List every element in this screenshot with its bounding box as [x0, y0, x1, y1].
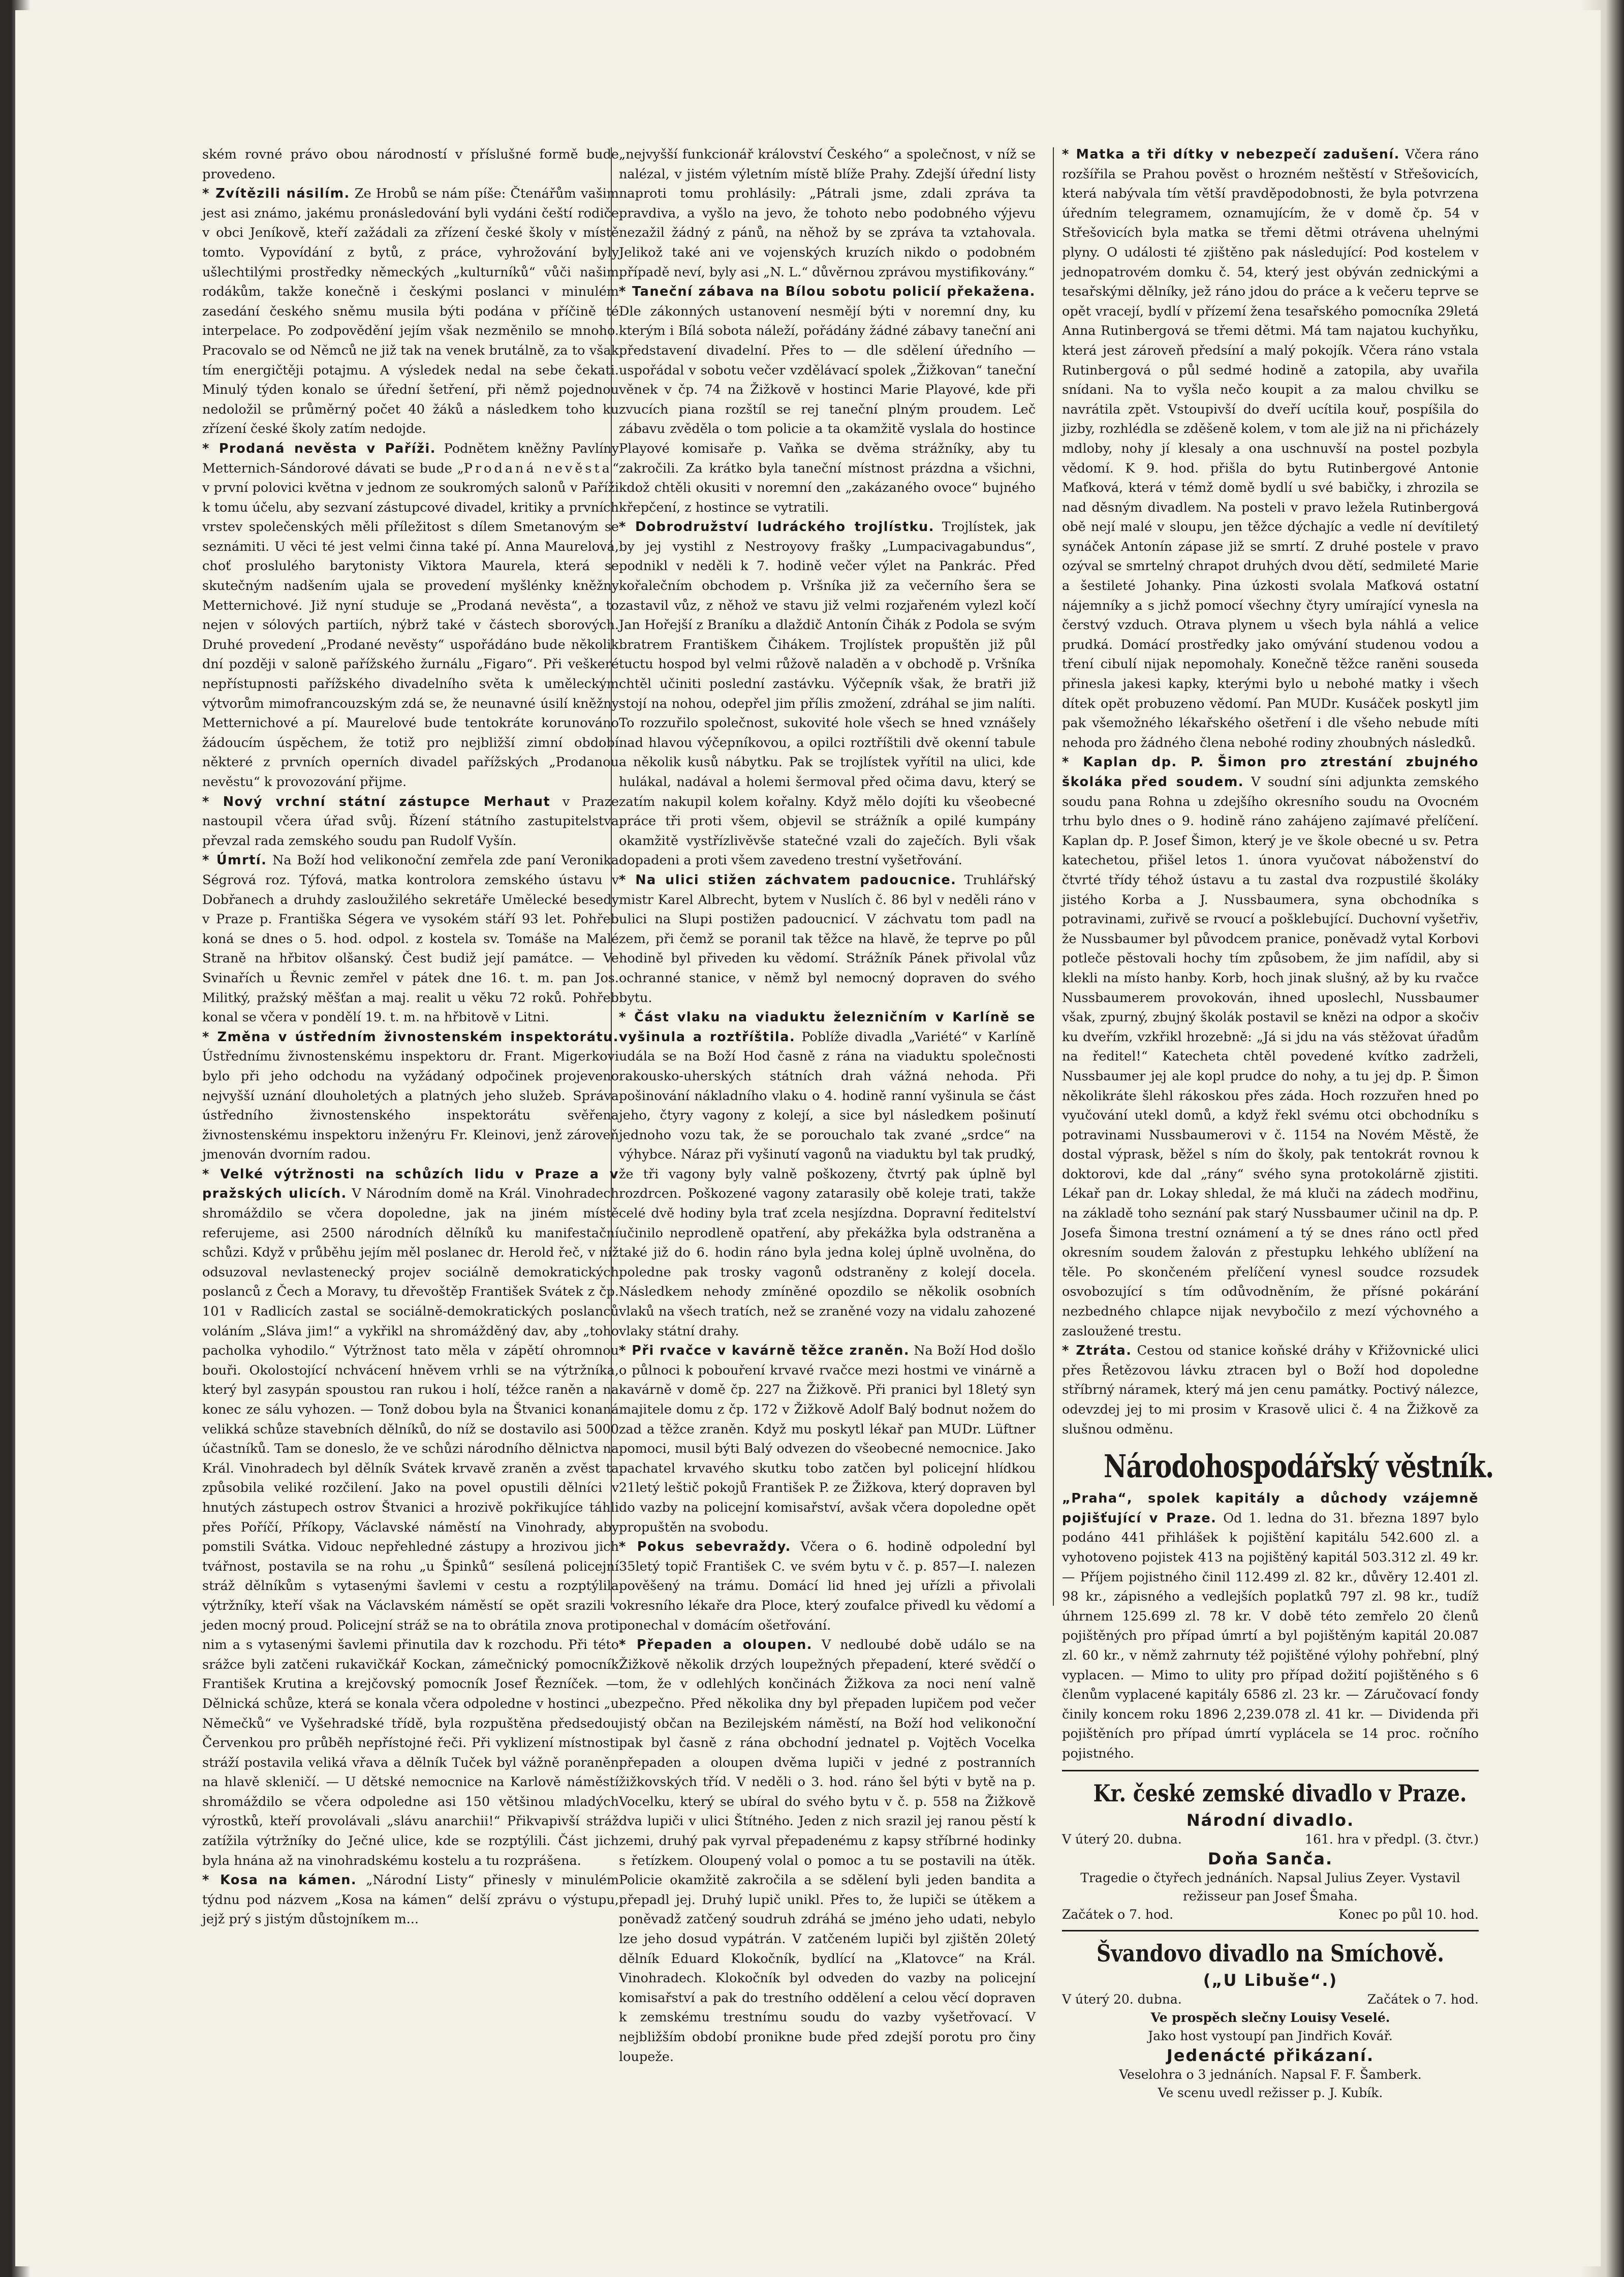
theatre-description: Veselohra o 3 jednáních. Napsal F. F. Šamberk. — [1119, 2067, 1422, 2082]
article-umrti — [202, 851, 619, 1027]
article-statni-zastupce — [202, 792, 619, 851]
theatre-play-title: Jedenácté přikázaní. — [1166, 2045, 1375, 2065]
article-body: Truhlářský mistr Karel Albrecht, bytem v Nuslích č. 86 byl v neděli ráno v ulici na Slupi postižen padoucnicí. V záchvatu tom padl na zem, při čemž se poranil tak těžce na hlavě, že teprve po půl hodině byl přiveden ku vědomí. Strážník Pánek přivolal vůz ochranné stanice, v němž byl nemocný dopraven do svého bytu. — [619, 872, 1036, 1006]
article-body: Včera ráno rozšířila se Prahou pověst o hrozném neštěstí v Střešovicích, která nabývala tím větší pravděpodobnosti, že byla potvrzena úředním telegramem, oznamujícím, že v domě čp. 54 v Střešovicích byla matka se třemi dětmi otrávena uhelnými plyny. O události té zjištěno pak následující: Pod kostelem v jednopatrovém domku č. 54, který jest obýván zednickými a tesařskými dělníky, jež ráno jdou do práce a k večeru teprve se opět vracejí, bydlí v přízemí žena tesařského pomocníka 29letá Anna Rutinbergová se třemi dětmi. Má tam najatou kuchyňku, která jest zároveň předsíní a malý pokojík. Včera ráno vstala Rutinbergová o půl sedmé hodině a zatopila, aby uvařila snídani. Na to vyšla nečo koupit a za malou chvilku se navrátila zpět. Vstoupivší do dveří ucítila kouř, pospíšila do jizby, rozhlédla se zděšeně kolem, v tom ale již na ni přicházely mdloby, nohy jí klesaly a ona uschnuvší na postel pozbyla vědomí. K 9. hod. přišla do bytu Rutinbergové Antonie Maťková, která v témž domě bydlí u své babičky, i zhrozila se nad děsným divadlem. Na posteli v pravo ležela Rutinbergová obě nejí malé v sloupu, jen těžce dýchajíc a vedle ní devítiletý synáček Antonín zápase již se smrtí. Z druhé postele v pravo ozýval se smrtelný chrapot druhých dvou dětí, sedmileté Marie a šestileté Johanky. Pina úzkosti svolala Maťková ostatní nájemníky a s jichž pomocí všechny čtyry umírající vynesla na čerstvý vzduch. Otrava plynem u všech byla náhlá a velice prudká. Domácí prostředky jako omývání studenou vodou a tření cibulí nijak nepomohaly. Konečně těžce raněni souseda přinesla jakesi kapky, kterými bylo u nebohé matky i všech dítek opět probuzeno vědomí. Pan MUDr. Kusáček poskytl jim pak všemožného lékařského ošetření i dle všeho nebude míti nehoda pro žádného člena nebohé rodiny zhoubných následků. — [1062, 147, 1479, 751]
article-headline: * Zvítězili násilím. — [202, 186, 350, 202]
article-body: V Národním domě na Král. Vinohradech shromáždilo se včera dopoledne, jak na jiném místě referujeme, asi 2500 národních dělníků ku manifestační schůzi. Když v průběhu jejím měl poslanec dr. Herold řeč, v níž odsuzoval nevlastenecký projev sociálně demokratických poslanců z Čech a Moravy, tu dřevoštěp František Svátek z čp. 101 v Radlicích zastal se sociálně-demokratických poslanců voláním „Sláva jim!“ a vykřikl na shromážděný dav, aby „toho pacholka vyhodilo.“ Výtržnost tato měla v zápětí ohromnou bouři. Okolostojící nchvácení hněvem vrhli se na výtržníka, který byl zasypán spoustou ran rukou i holí, téžce raněn a na konec ze sálu vyhozen. — Tonž dobou byla na Štvanici konaná velikká schůze stavebních dělníků, do níž se dostavilo asi 5000 účastníků. Tam se doneslo, že ve schůzi národního dělnictva na Král. Vinohradech byl dělník Svátek krvavě zraněn a zvěst ta způsobila veliké rozčilení. Jako na povel opustili dělníci v hnutých zástupech ostrov Štvanici a hrozivě pokřikujíce táhli přes Poříčí, Příkopy, Václavské náměstí na Vinohrady, aby pomstili Svátka. Vidouc nepřehledné zástupy a hrozivou jich tvářnost, postavila se na rohu „u Špinků“ sesílená policejní stráž dělníkům s vytasenými šavlemi v cestu a rozptýlila výtržníky, kteří však na Václavském náměstí se opět srazili v jeden mocný proud. Policejní stráž se na to obrátila znova proti nim a s vytasenými šavlemi přinutila dav k rozchodu. Při této srážce byli zatčeni rukavičkář Kockan, zámečnický pomocník František Krutina a krejčovský pomocník Josef Řezníček. — Dělnická schůze, která se konala včera odpoledne v hostinci „u Němečků“ ve Vyšehradské třídě, byla rozpuštěna předsedou Červenkou pro průběh nepřístojné řeči. Při vyklizení místnosti stráží postavila veliká vřava a dělník Tuček byl vážně poraněn na hlavě skleničí. — U dětské nemocnice na Karlově náměstí shromáždilo se včera odpoledne asi 150 většinou mladých výrostků, kteří provolávali „slávu anarchii!“ Přikvapivší stráž zatížila výtržníky do Ječné ulice, kde se rozptýlili. Část jich byla hnána až na vinohradskému kostelu a tu rozprášena. — [202, 1186, 619, 1868]
article-sebevrazda — [619, 1537, 1036, 1635]
article-body: Trojlístek, jak by jej vystihl z Nestroyovy frašky „Lumpacivagabundus“, podnikl v neděli k 7. hodině večer výlet na Pankrác. Před kořalečním obchodem p. Vršníka již za večerního šera se zastavil vůz, z něhož ve stavu již velmi rozjařeném vylezl kočí Jan Hořejší z Braníku a dlaždič Antonín Čihák z Podola se svým bratrem Františkem Čihákem. Trojlístek propuštěn již půl tuctu hospod byl velmi růžově naladěn a v obchodě p. Vršníka chtěl učiniti poslední zastávku. Výčepník však, že bratři již stojí na nohou, odepřel jim přílis zmožení, zdráhal se jim nalíti. To rozzuřilo společnost, sukovité hole všech se hned vznášely nad hlavou výčepníkovou, a opilci roztříštili dvě okenní tabule a několik kusů nábytku. Pak se trojlístek vyřítil na ulici, kde hulákal, nadával a holemi šermoval před očima davu, který se zatím nakupil kolem kořalny. Když mělo dojíti ku všeobecné práce tři proti všem, objevil se strážník a opilé kumpány okamžitě vystřízlivěvše statečné vzali do zaječích. Byli však dopadeni a proti všem zavedeno trestní vyšetřování. — [619, 519, 1036, 868]
divider — [1062, 1770, 1479, 1771]
theatre-date: V úterý 20. dubna. — [1062, 1831, 1182, 1847]
article-headline: * Pokus sebevraždy. — [619, 1539, 791, 1555]
theatre-start: Začátek o 7. hod. — [1062, 1907, 1174, 1922]
article-body: Poblíže divadla „Variété“ v Karlíně udála se na Boží Hod časně z rána na viaduktu společnosti rakousko-uherských státních drah vážná nehoda. Při pošinování nákladního vlaku o 4. hodině ranní vyšinula se část jeho, čtyry vagony z kolejí, a sice byl následkem pošinutí jednoho vozu tak, že se porouchalo tak zvané „srdce“ na výhybce. Náraz při vyšinutí vagonů na viaduktu byl tak prudký, že tři vagony byly valně poškozeny, čtvrtý pak úplně byl rozdrcen. Poškozené vagony zatarasily obě koleje trati, takže celé dvě hodiny byla trať zcela nesjízdna. Dopravní ředitelství učinilo neprodleně opatření, aby překážka byla odstraněna a také již do 6. hodin ráno byla jedna kolej úplně uvolněna, do poledne pak trosky vagonů odstraněny z kolejí docela. Následkem nehody zmíněné opozdilo se několik osobních vlaků na všech tratích, než se zraněné vozy na vidalu zahozené vlaky státní drahy. — [619, 1029, 1036, 1339]
theatre-date: V úterý 20. dubna. — [1062, 1991, 1182, 2007]
article-kaplan — [1062, 753, 1479, 1341]
theatre-date-row — [1062, 1990, 1479, 2009]
article-headline: * Při rvačce v kavárně těžce zraněn. — [619, 1343, 910, 1359]
article-zvitezili-nasilim — [202, 184, 619, 439]
theatre-title: Švandovo divadlo na Smíchově. — [1096, 1939, 1445, 1967]
article-body-spaced: Prodaná nevěsta — [463, 460, 612, 476]
theatre-title: Kr. české zemské divadlo v Praze. — [1093, 1779, 1467, 1807]
article-ztrata — [1062, 1341, 1479, 1439]
theatre-description: Tragedie o čtyřech jednáních. Napsal Julius Zeyer. Vystavil režisseur pan Josef Šmaha. — [1080, 1870, 1460, 1904]
article-body: Včera o 6. hodině odpolední byl 35letý topič František C. ve svém bytu v č. p. 857—I. nalezen pověšený na trámu. Domácí lid hned jej uřízli a přivolali okresního lékaře dra Ploce, který zoufalce přivedl ku vědomí a ponechal v domácím ošetřování. — [619, 1539, 1036, 1633]
article-tanecni-zabava — [619, 282, 1036, 517]
article-body: Ústřednímu živnostenskému inspektoru dr. Frant. Migerkovi bylo při jeho odchodu na vyžádaný odpočinek projeveno nejvyšší uznání dlouholetých a platných jeho služeb. Správa ústředního živnostenského inspektorátu svěřena živnostenskému inspektoru inženýru Fr. Kleinovi, jenž zároveň jmenován dvorním radou. — [202, 1049, 619, 1163]
article-body: Na Boží Hod došlo o půlnoci k pobouření krvavé rvačce mezi hostmi ve vinárně a kavárně v domě čp. 227 na Žižkově. Při pranici byl 18letý syn majitele domu z čp. 172 v Žižkově Adolf Balý bodnut nožem do zad a těžce zraněn. Když mu poskytl lékař pan MUDr. Lüftner pomoci, musil býti Balý odvezen do všeobecné nemocnice. Jako pachatel krvavého skutku tobo zatčen byl policejní hlídkou 21letý leštič pokojů František P. ze Žižkova, který dopraven byl do vazby na policejní komisařství, avšak včera dopoledne opět propuštěn na svobodu. — [619, 1343, 1036, 1535]
theatre-play-title: Doňa Sanča. — [1207, 1849, 1333, 1868]
article-headline: * Úmrtí. — [202, 853, 267, 868]
theatre-subtitle: („U Libuše“.) — [1203, 1970, 1338, 1990]
article-headline: * Velké výtržnosti na schůzích lidu v Praze a v pražských ulicích. — [202, 1166, 619, 1202]
divider — [1062, 1930, 1479, 1931]
article-body: „Národní Listy“ přinesly v minulém týdnu pod názvem „Kosa na kámen“ delší zprávu o výstupu, jejž prý s jistým důstojníkem m... — [202, 1873, 619, 1927]
article-body: “ v první polovici května v jednom ze soukromých salonů v Paříži k tomu účelu, aby sezvaní zástupcové divadel, kritiky a prvních vrstev společenských měli příležitost s dílem Smetanovým se seznámiti. U věci té jest velmi činna také pí. Anna Maurelová, choť proslulého barytonisty Viktora Maurela, která se skutečným nadšením ujala se provedení myšlénky kněžny Metternichové. Již nyní studuje se „Prodaná nevěsta“, a to nejen v sólových partiích, nýbrž také v částech sborových. Druhé provedení „Prodané nevěsty“ uspořádáno bude několik dní později v saloně pařížského žurnálu „Figaro“. Při veškeré nepřístupnosti pařížského divadelního světa k uměleckým výtvorům mimofrancouzským zdá se, že neunavné úsilí kněžny Metternichové a pí. Maurelové bude tentokráte korunováno žádoucím úspěchem, že totiž pro nejbližší zimní období některé z prvních operních divadel pařížských „Prodanou nevěstu“ k provozování přijme. — [202, 460, 619, 790]
article-viadukt — [619, 1008, 1036, 1341]
article-body: v Praze nastoupil včera úřad svůj. Řízení státního zastupitelstva převzal rada zemského soudu pan Rudolf Vyšín. — [202, 794, 619, 849]
article-matka-a-detky — [1062, 145, 1479, 753]
section-title-economy: Národohospodářský věstník. — [1104, 1448, 1494, 1485]
article-body: Od 1. ledna do 31. března 1897 bylo podáno 441 přihlášek k pojištění kapitálu 542.600 zl. a vyhotoveno pojistek 413 na pojištěný kapitál 503.312 zl. 49 kr. — Příjem pojistného činil 112.499 zl. 82 kr., důvěry 12.401 zl. 98 kr., zápisného a vedlejších poplatků 797 zl. 98 kr., tudíž úhrnem 125.699 zl. 78 kr. V době této zemřelo 20 členů pojištěných pro případ úmrtí a byl pojištěným kapitál 20.087 zl. 60 kr., v němž zahrnuty též pojištěné výlohy pohřební, plný vyplacen. — Mimo to ulity pro případ dožití pojištěného s 6 členům vyplacené kapitály 6586 zl. 23 kr. — Záručovací fondy činily koncem roku 1896 2,239.078 zl. 41 kr. — Dividenda při pojištěních pro případ úmrtí vyplácela se 14 proc. ročního pojistného. — [1062, 1510, 1479, 1761]
article-headline: * Kaplan dp. P. Šimon pro ztrestání zbujného školáka před soudem. — [1062, 755, 1479, 790]
paragraph: ském rovné právo obou národností v příslušné formě bude provedeno. — [202, 147, 619, 182]
article-headline: * Kosa na kámen. — [202, 1873, 357, 1888]
article-body: Ze Hrobů se nám píše: Čtenářům vašim jest asi známo, jakému pronásledování byli vydáni čeští rodiče v obci Jeníkově, kteří zažádali za zřízení české školy v místě tomto. Vypovídání z bytů, z práce, vyhrožování byly ušlechtilými prostředky německých „kulturníků“ vůči našim rodákům, takže konečně i českými poslanci v minulém zasedání českého sněmu musila býti podána v příčině té interpelace. Po zodpovědění jejím však nezměnilo se mnoho. Pracovalo se od Němců ne již tak na venek brutálně, za to však tím energičtěji potajmu. A výsledek nedal na sebe čekati. Minulý týden konalo se úřední šetření, při němž pojednou nedoložil se průměrný počet 40 žáků a následkem toho ku zřízení české školy zatím nedojde. — [202, 186, 619, 437]
article-headline: * Dobrodružství ludráckého trojlístku. — [619, 519, 934, 535]
paragraph: „nejvyšší funkcionář království Českého“ a společnost, v níž se nalézal, v jistém výletním místě blíže Prahy. Zdejší úřední listy naproti tomu prohlásily: „Pátrali jsme, zdali zpráva ta pravdiva, a vyšlo na jevo, že tohoto nebo podobného výjevu nezažil žádný z pánů, na něhož by se zpráva ta vztahovala. Jelikož také ani ve vojenských kruzích nikdo o podobném případě neví, byly asi „N. L.“ důvěrnou zprávou mystifikovány.“ — [619, 147, 1036, 280]
article-praha-pojisteni — [1062, 1489, 1479, 1763]
article-headline: * Přepaden a oloupen. — [619, 1637, 813, 1653]
theatre-direction: Ve scenu uvedl režisser p. J. Kubík. — [1158, 2085, 1383, 2100]
theatre-performance: 161. hra v předpl. (3. čtvr.) — [1305, 1831, 1479, 1847]
article-headline: * Prodaná nevěsta v Paříži. — [202, 441, 436, 456]
article-body: Na Boží hod velikonoční zemřela zde paní Veronika Ségrová roz. Týfová, matka kontrolora zemského ústavu v Dobřanech a druhdy zasloužilého sekretáře Umělecké besedy v Praze p. Františka Ségera ve vysokém stáří 93 let. Pohřeb koná se dnes o 5. hod. odpol. z kostela sv. Tomáše na Malé Straně na hřbitov olšanský. Čest budiž její památce. — Ve Svinařích u Řevnic zemřel v pátek dne 16. t. m. pan Jos. Militký, pražský měšťan a maj. realit u věku 72 roků. Pohřeb konal se včera v pondělí 19. t. m. na hřbitově v Litni. — [202, 853, 619, 1025]
article-headline: * Taneční zábava na Bílou sobotu policií překažena. — [619, 284, 1036, 300]
theatre-benefit: Ve prospěch slečny Louisy Veselé. — [1150, 2010, 1390, 2025]
article-vytrznosti — [202, 1165, 619, 1870]
article-headline: * Změna v ústředním živnostenském inspektorátu. — [202, 1029, 619, 1045]
article-headline: * Nový vrchní státní zástupce Merhaut — [202, 794, 551, 809]
article-kosa-na-kamen — [202, 1870, 619, 1929]
column-3 — [1062, 145, 1494, 2102]
article-body: Dle zákonných ustanovení nesmějí býti v noremní dny, ku kterým i Bílá sobota náleží, pořádány žádné zábavy taneční ani představení divadelní. Přes to — dle sdělení úředního — uspořádal v sobotu večer vzdělávací spolek „Žižkovan“ taneční věnek v čp. 74 na Žižkově v hostinci Marie Playové, kde při zvucích piana rozštíl se rej taneční plným proudem. Leč zábavu zvěděla o tom policie a ta okamžitě vyslala do hostince Playové komisaře p. Vaňka se dvěma strážníky, aby tu zakročili. Za krátko byla taneční místnost prázdna a všichni, kdož chtěli okusiti v noremní den „zakázaného ovoce“ bujného křepčení, z hostince se vytratili. — [619, 303, 1036, 515]
article-body: Podnětem kněžny Pavlíny Metternich-Sándorové dávati se bude „ — [202, 441, 619, 476]
article-padoucnice — [619, 870, 1036, 1008]
article-headline: * Část vlaku na viaduktu železničním v Karlíně se vyšinula a roztříštila. — [619, 1010, 1036, 1045]
column-2 — [619, 145, 1036, 2067]
theatre-time-row — [1062, 1906, 1479, 1924]
theatre-date-row — [1062, 1830, 1479, 1849]
theatre-end: Konec po půl 10. hod. — [1338, 1907, 1479, 1922]
column-divider — [1053, 147, 1054, 1606]
column-1 — [202, 145, 619, 1929]
article-rvacka — [619, 1341, 1036, 1537]
theatre-guest: Jako host vystoupí pan Jindřich Kovář. — [1148, 2028, 1393, 2043]
article-zmena-inspektoratu — [202, 1027, 619, 1165]
article-headline: * Na ulici stižen záchvatem padoucnice. — [619, 872, 957, 888]
article-body: Cestou od stanice koňské dráhy v Křižovnické ulici přes Řetězovou lávku ztracen byl o Boží hod dopoledne stříbrný náramek, který má jen cenu památky. Poctivý nálezce, odevzdej jej to mi prosim v Krasově ulici č. 4 na Žižkově za slušnou odměnu. — [1062, 1343, 1479, 1437]
theatre-start: Začátek o 7. hod. — [1367, 1991, 1479, 2007]
article-body: V soudní síni adjunkta zemského soudu pana Rohna u zdejšího okresního soudu na Ovocném trhu bylo dnes o 9. hodině ráno zahájeno zajímavé přelíčení. Kaplan dp. P. Josef Šimon, který je ve škole obecné u sv. Petra katechetou, přišel letos 1. února vyučovat náboženství do čtvrté třídy téhož ústavu a tu zastal dva rozpustilé školáky jistého Korba a J. Nussbaumera, syna obchodníka s potravinami, zuřivě se rvoucí a pošklebující. Duchovní vyšetřiv, že Nussbaumer byl původcem pranice, poněvadž vytal Korbovi potleče pěstovali hochy tím způsobem, že jim nafídil, aby si klekli na místo hanby. Korb, hoch jinak slušný, až by ku rvačce Nussbaumerem provokován, ihned uposlechl, Nussbaumer však, zpurný, zbujný školák postavil se knězi na odpor a skočiv ku dveřím, vzkřikl hrozebně: „Já si jdu na vás stěžovat úřadům na ředitel!“ Katecheta chtěl povedené kvítko zadrželi, Nussbaumer jej ale kopl prudce do nohy, a tu jej dp. P. Šimon několikráte šlehl rákoskou přes záda. Hoch rozzuřen hned po vyučování utekl domů, a když řekl svému otci obchodníku s potravinami Nussbaumerovi v č. 1154 na Novém Městě, že dostal výprask, běžel s ním do školy, pak tentokrát rovnou k doktorovi, kde dal „rány“ svého syna protokolárně zjistiti. Lékař pan dr. Lokay shledal, že má kluči na zádech modřinu, na základě toho seznání pak starý Nussbaumer učinil na dp. P. Josefa Šimona trestní oznámení a tý se dnes ráno octl před okresním soudem žalován z přestupku lehkého ublížení na těle. Po skončeném přelíčení vynesl soudce rozsudek osvobozující s tím odůvodněním, že přísné pokárání nezbedného chlapce nijak nevybočilo z mezí výchovného a zasloužené trestu. — [1062, 774, 1479, 1339]
article-headline: * Ztráta. — [1062, 1343, 1132, 1359]
article-body: V nedloubé době událo se na Žižkově několik drzých loupežných přepadení, které svědčí o tom, že v odlehlých končinách Žižkova za noci není valně bezpečno. Před několika dny byl přepaden lupičem pod večer jistý občan na Bezilejském náměstí, na Boží hod velikonoční pak byl časně z rána obchodní jednatel p. Vojtěch Vocelka přepaden a oloupen dvěma lupiči v jedné z postranních žižkovských tříd. V neděli o 3. hod. ráno šel býti v bytě na p. Vocelku, který se ubíral do svého bytu v č. p. 558 na Žižkově dva lupiči v ulici Štítného. Jeden z nich srazil jej ranou pěstí k zemi, druhý pak vyrval přepadenému z kapsy stříbrné hodinky s řetízkem. Oloupený volal o pomoc a tu se postavili na útěk. Policie okamžitě zakročila a se sdělení byli jeden bandita a přepadl jej. Druhý lupič unikl. Přes to, že lupiči se útěkem a poněvadž zatčený soudruh zdráhá se jméno jeho udati, nebylo lze jeho dosud vypátrán. V zatčeném lupiči byl zjištěn 20letý dělník Eduard Klokočník, bydlící na „Klatovce“ na Král. Vinohradech. Klokočník byl odveden do vazby na policejní komisařství a pak do trestního oddělení a celou věcí dopraven k zemskému trestnímu soudu do vazby vyšetřovací. V nejbližším období pronikne bude před zdejší porotu pro činy loupeže. — [619, 1637, 1036, 2065]
article-prepaden — [619, 1635, 1036, 2067]
theatre-subtitle: Národní divadlo. — [1186, 1810, 1355, 1830]
article-headline: * Matka a tři dítky v nebezpečí zadušení. — [1062, 147, 1400, 162]
article-headline: „Praha“, spolek kapitály a důchody vzájemně pojišťující v Praze. — [1062, 1491, 1479, 1526]
article-trojlistek — [619, 517, 1036, 870]
article-prodana-nevesta — [202, 439, 619, 792]
